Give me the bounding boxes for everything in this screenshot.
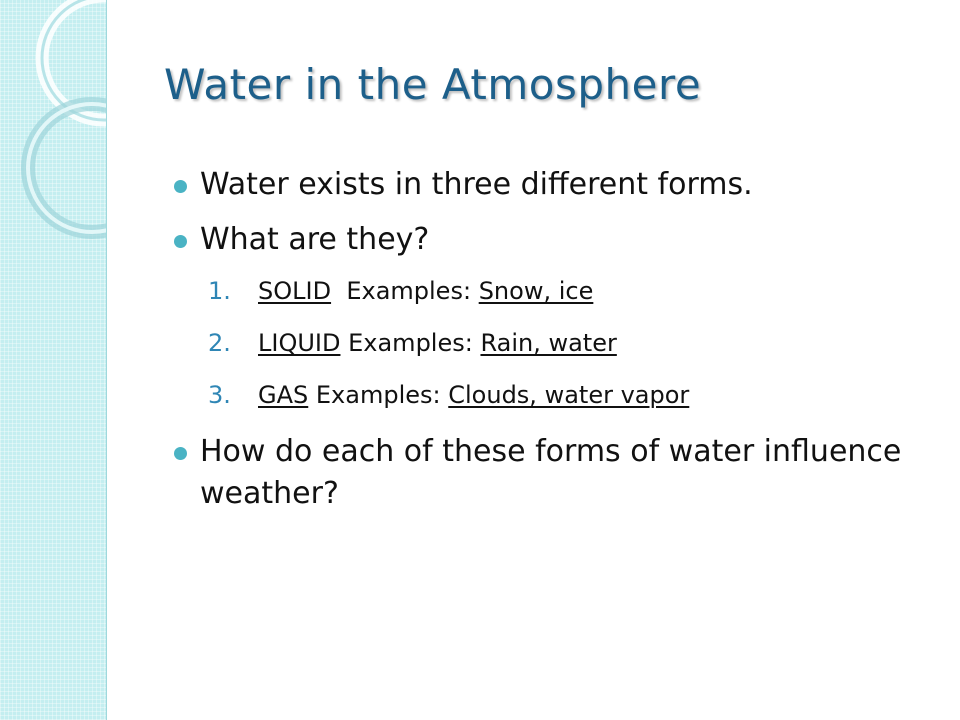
- decorative-side-panel: [0, 0, 107, 720]
- examples-value: Snow, ice: [478, 277, 594, 305]
- slide-title: Water in the Atmosphere: [164, 60, 702, 109]
- bullet-item: [172, 164, 912, 206]
- bullet-text: What are they?: [200, 222, 430, 257]
- examples-label: Examples:: [346, 277, 472, 305]
- bullet-item: [172, 431, 912, 515]
- bullet-dot-icon: [174, 447, 187, 460]
- examples-value: Clouds, water vapor: [448, 381, 690, 409]
- bullet-text: How do each of these forms of water influence weather?: [200, 434, 902, 511]
- form-item-solid: [172, 275, 912, 307]
- examples-label: Examples:: [348, 329, 473, 357]
- forms-list: [172, 275, 912, 411]
- examples-value: Rain, water: [480, 329, 617, 357]
- form-item-liquid: [172, 327, 912, 359]
- form-name: GAS: [258, 381, 309, 409]
- ring-decoration-icon: [0, 0, 106, 720]
- bullet-dot-icon: [174, 180, 187, 193]
- bullet-item: [172, 219, 912, 261]
- slide-content: [172, 160, 912, 515]
- bullet-dot-icon: [174, 235, 187, 248]
- list-number: 1.: [208, 277, 231, 305]
- form-name: SOLID: [258, 277, 332, 305]
- list-number: 3.: [208, 381, 231, 409]
- examples-label: Examples:: [315, 381, 441, 409]
- bullet-text: Water exists in three different forms.: [200, 167, 753, 202]
- form-item-gas: [172, 379, 912, 411]
- list-number: 2.: [208, 329, 231, 357]
- form-name: LIQUID: [258, 329, 341, 357]
